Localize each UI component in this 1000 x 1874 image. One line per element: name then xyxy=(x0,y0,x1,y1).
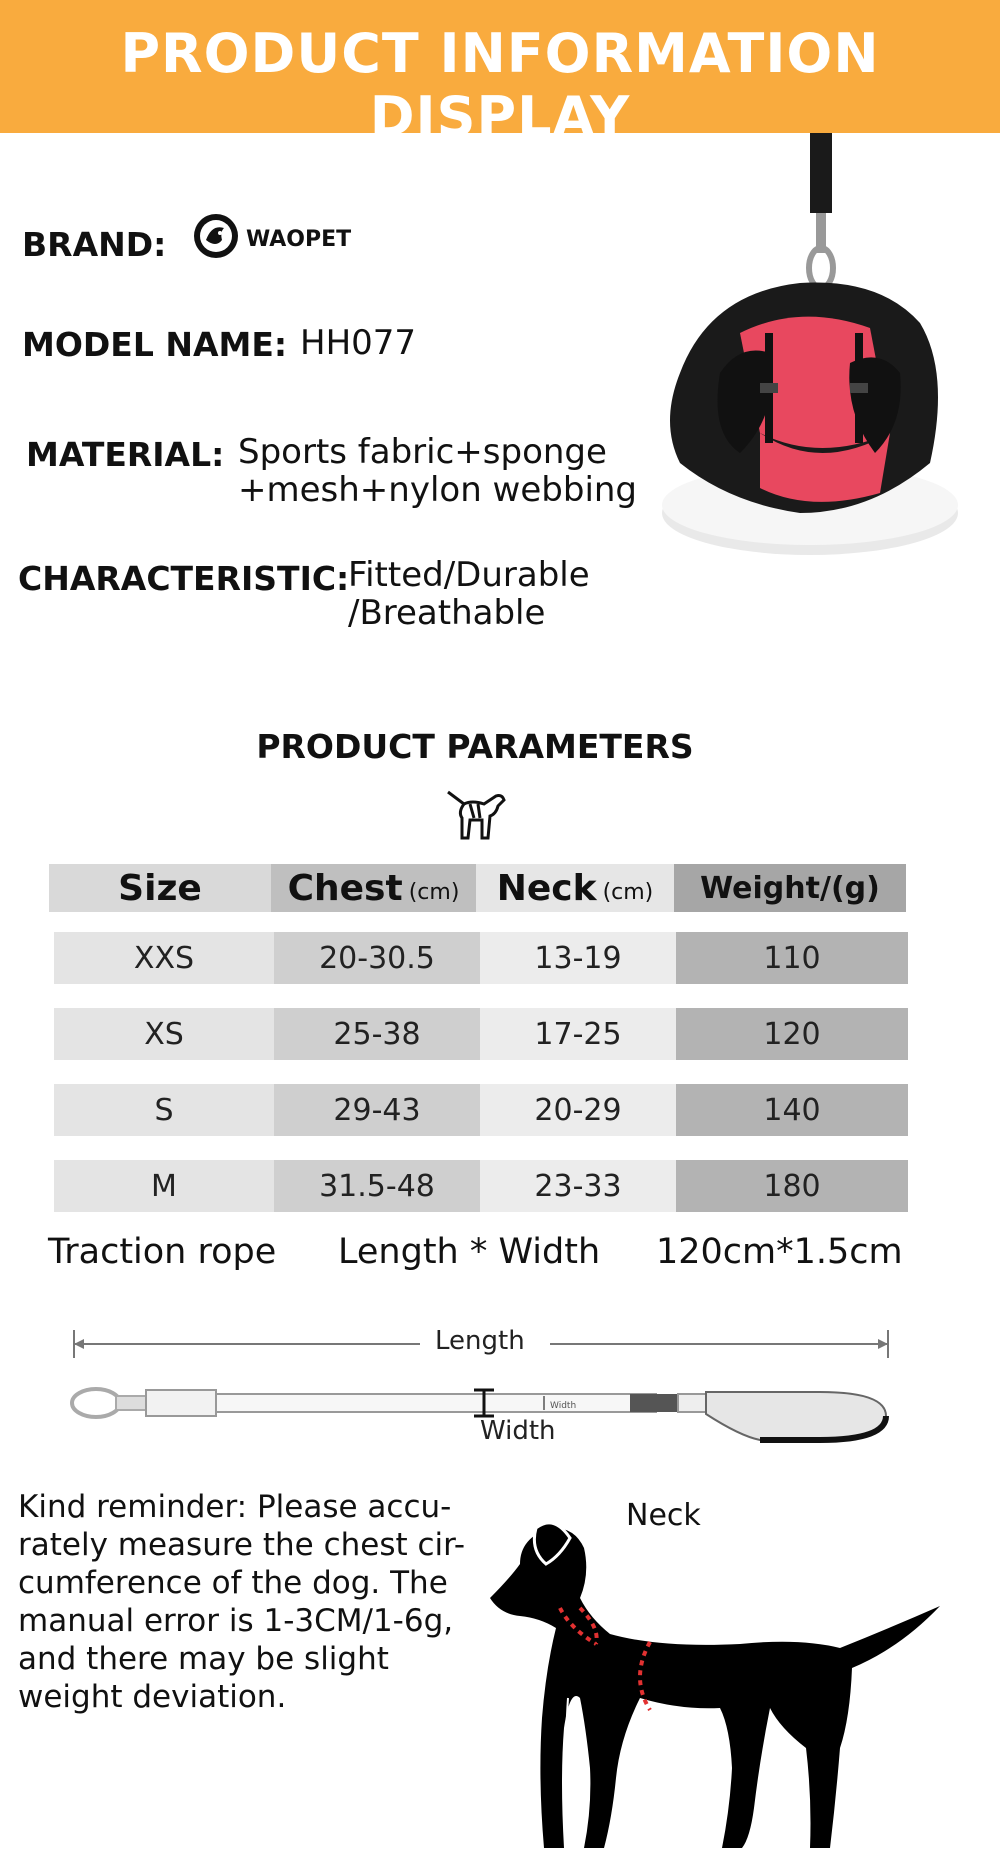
reminder-line: weight deviation. xyxy=(18,1679,287,1715)
dog-measurement-diagram xyxy=(480,1478,960,1858)
brand-label: BRAND: xyxy=(22,225,167,264)
table-cell-size: S xyxy=(54,1084,274,1136)
table-cell-neck: 20-29 xyxy=(480,1084,676,1136)
reminder-line: manual error is 1-3CM/1-6g, xyxy=(18,1603,454,1639)
table-header-neck-label: Neck xyxy=(496,867,597,909)
neck-label: Neck xyxy=(626,1498,701,1533)
table-header-weight: Weight/(g) xyxy=(674,864,906,912)
material-value-line1: Sports fabric+sponge xyxy=(238,432,607,472)
header-banner xyxy=(0,0,1000,148)
leash-small-width-label: Width xyxy=(550,1401,577,1411)
harness-product-image xyxy=(620,133,965,573)
model-name-value: HH077 xyxy=(300,323,417,363)
characteristic-value-line1: Fitted/Durable xyxy=(348,555,590,595)
table-header-neck-unit: (cm) xyxy=(602,879,654,905)
reminder-line: rately measure the chest cir- xyxy=(18,1527,466,1563)
table-cell-neck: 23-33 xyxy=(480,1160,676,1212)
table-cell-weight: 140 xyxy=(676,1084,908,1136)
table-cell-chest: 31.5-48 xyxy=(274,1160,480,1212)
table-cell-chest: 25-38 xyxy=(274,1008,480,1060)
brand-name: WAOPET xyxy=(246,227,352,252)
traction-rope-label: Traction rope xyxy=(48,1232,277,1272)
chest-label: Chest xyxy=(690,1594,776,1629)
leash-width-label: Width xyxy=(480,1416,556,1446)
reminder-line: cumference of the dog. The xyxy=(18,1565,448,1601)
traction-value: 120cm*1.5cm xyxy=(656,1232,903,1272)
table-header-chest xyxy=(271,864,476,912)
characteristic-label: CHARACTERISTIC: xyxy=(18,559,350,598)
traction-dimension-label: Length * Width xyxy=(338,1232,601,1272)
table-cell-size: XXS xyxy=(54,932,274,984)
table-header-chest-unit: (cm) xyxy=(408,879,460,905)
table-cell-chest: 29-43 xyxy=(274,1084,480,1136)
table-header-size: Size xyxy=(49,864,271,912)
table-cell-weight: 110 xyxy=(676,932,908,984)
table-cell-size: M xyxy=(54,1160,274,1212)
model-name-label: MODEL NAME: xyxy=(22,325,288,364)
table-header-neck xyxy=(476,864,674,912)
material-label: MATERIAL: xyxy=(26,435,225,474)
characteristic-value-line2: /Breathable xyxy=(348,593,546,633)
table-cell-neck: 17-25 xyxy=(480,1008,676,1060)
leash-length-label: Length xyxy=(435,1326,525,1356)
reminder-line: and there may be slight xyxy=(18,1641,389,1677)
table-header-chest-label: Chest xyxy=(287,867,403,909)
dog-icon xyxy=(444,782,510,844)
banner-title: PRODUCT INFORMATION DISPLAY xyxy=(120,22,880,148)
table-cell-size: XS xyxy=(54,1008,274,1060)
leash-diagram xyxy=(60,1316,900,1446)
table-cell-neck: 13-19 xyxy=(480,932,676,984)
reminder-line: Kind reminder: Please accu- xyxy=(18,1489,452,1525)
brand-logo xyxy=(192,210,392,266)
table-cell-weight: 180 xyxy=(676,1160,908,1212)
material-value-line2: +mesh+nylon webbing xyxy=(238,470,638,510)
product-parameters-title: PRODUCT PARAMETERS xyxy=(256,727,694,766)
table-cell-chest: 20-30.5 xyxy=(274,932,480,984)
kind-reminder-text xyxy=(18,1488,488,1716)
table-cell-weight: 120 xyxy=(676,1008,908,1060)
